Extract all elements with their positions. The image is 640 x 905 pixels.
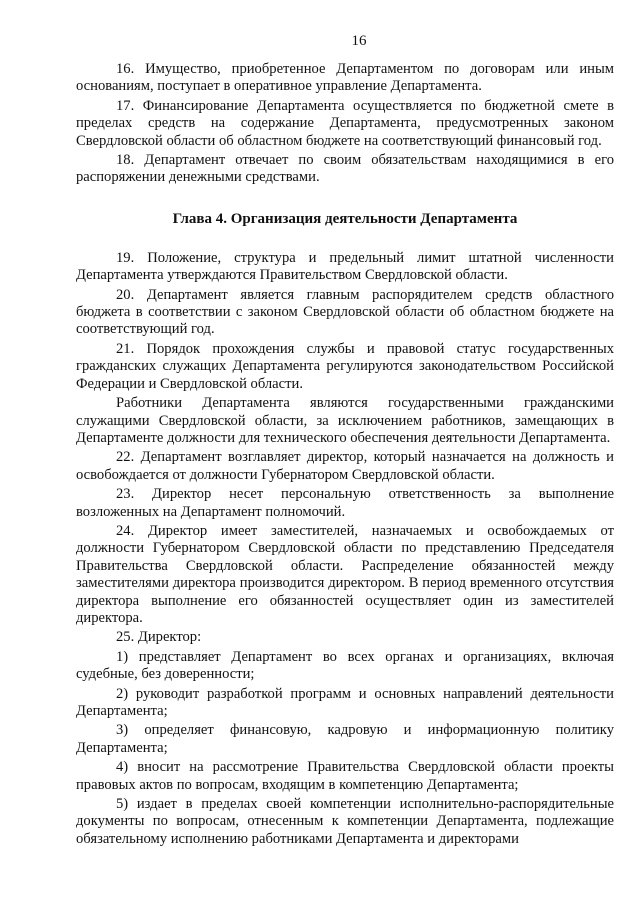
paragraph-17: 17. Финансирование Департамента осуществляется по бюджетной смете в пределах средств на содержание Департамента, предусмотренных законом Свердловской области об областном бюджете на соответствующий финансовый год. [76,97,614,149]
list-item-25-2: 2) руководит разработкой программ и основных направлений деятельности Департамента; [76,685,614,719]
paragraph-25: 25. Директор: [116,629,202,646]
paragraph-22: 22. Департамент возглавляет директор, который назначается на должность и освобождается от должности Губернатором Свердловской области. [76,449,614,483]
list-item-25-1: 1) представляет Департамент во всех органах и организациях, включая судебные, без доверенности; [76,648,614,683]
document-page [76,32,614,848]
paragraph-24: 24. Директор имеет заместителей, назначаемых и освобождаемых от должности Губернатором Свердловской области по представлению Председателя Правительства Свердловской области. Распределение обязанностей между заместителями директора производится директором. В период временного отсутствия директора выполнение его обязанностей осуществляет один из заместителей директора. [76,522,614,626]
page-number: 16 [351,33,367,49]
paragraph-20: 20. Департамент является главным распорядителем средств областного бюджета в соответствии с законом Свердловской области об областном бюджете на соответствующий год. [76,286,614,338]
paragraph-23: 23. Директор несет персональную ответственность за выполнение возложенных на Департамент полномочий. [76,486,614,520]
list-item-25-4: 4) вносит на рассмотрение Правительства Свердловской области проекты правовых актов по вопросам, входящим в компетенцию Департамента; [76,759,614,793]
list-item-25-3: 3) определяет финансовую, кадровую и информационную политику Департамента; [76,722,614,756]
paragraph-18: 18. Департамент отвечает по своим обязательствам находящимися в его распоряжении денежными средствами. [76,152,614,186]
paragraph-21: 21. Порядок прохождения службы и правовой статус государственных гражданских служащих Департамента регулируются законодательством Российской Федерации и Свердловской области. [76,340,614,392]
paragraph-employees: Работники Департамента являются государственными гражданскими служащими Свердловской области, за исключением работников, замещающих в Департаменте должности для технического обеспечения деятельности Департамента. [76,395,614,446]
paragraph-16: 16. Имущество, приобретенное Департаментом по договорам или иным основаниям, поступает в оперативное управление Департамента. [76,61,614,95]
chapter-heading: Глава 4. Организация деятельности Департамента [172,210,518,227]
paragraph-19: 19. Положение, структура и предельный лимит штатной численности Департамента утверждаются Правительством Свердловской области. [76,249,614,284]
list-item-25-5: 5) издает в пределах своей компетенции исполнительно-распорядительные документы по вопросам, отнесенным к компетенции Департамента, подлежащие обязательному исполнению работниками Департамента и директорами [76,796,614,847]
